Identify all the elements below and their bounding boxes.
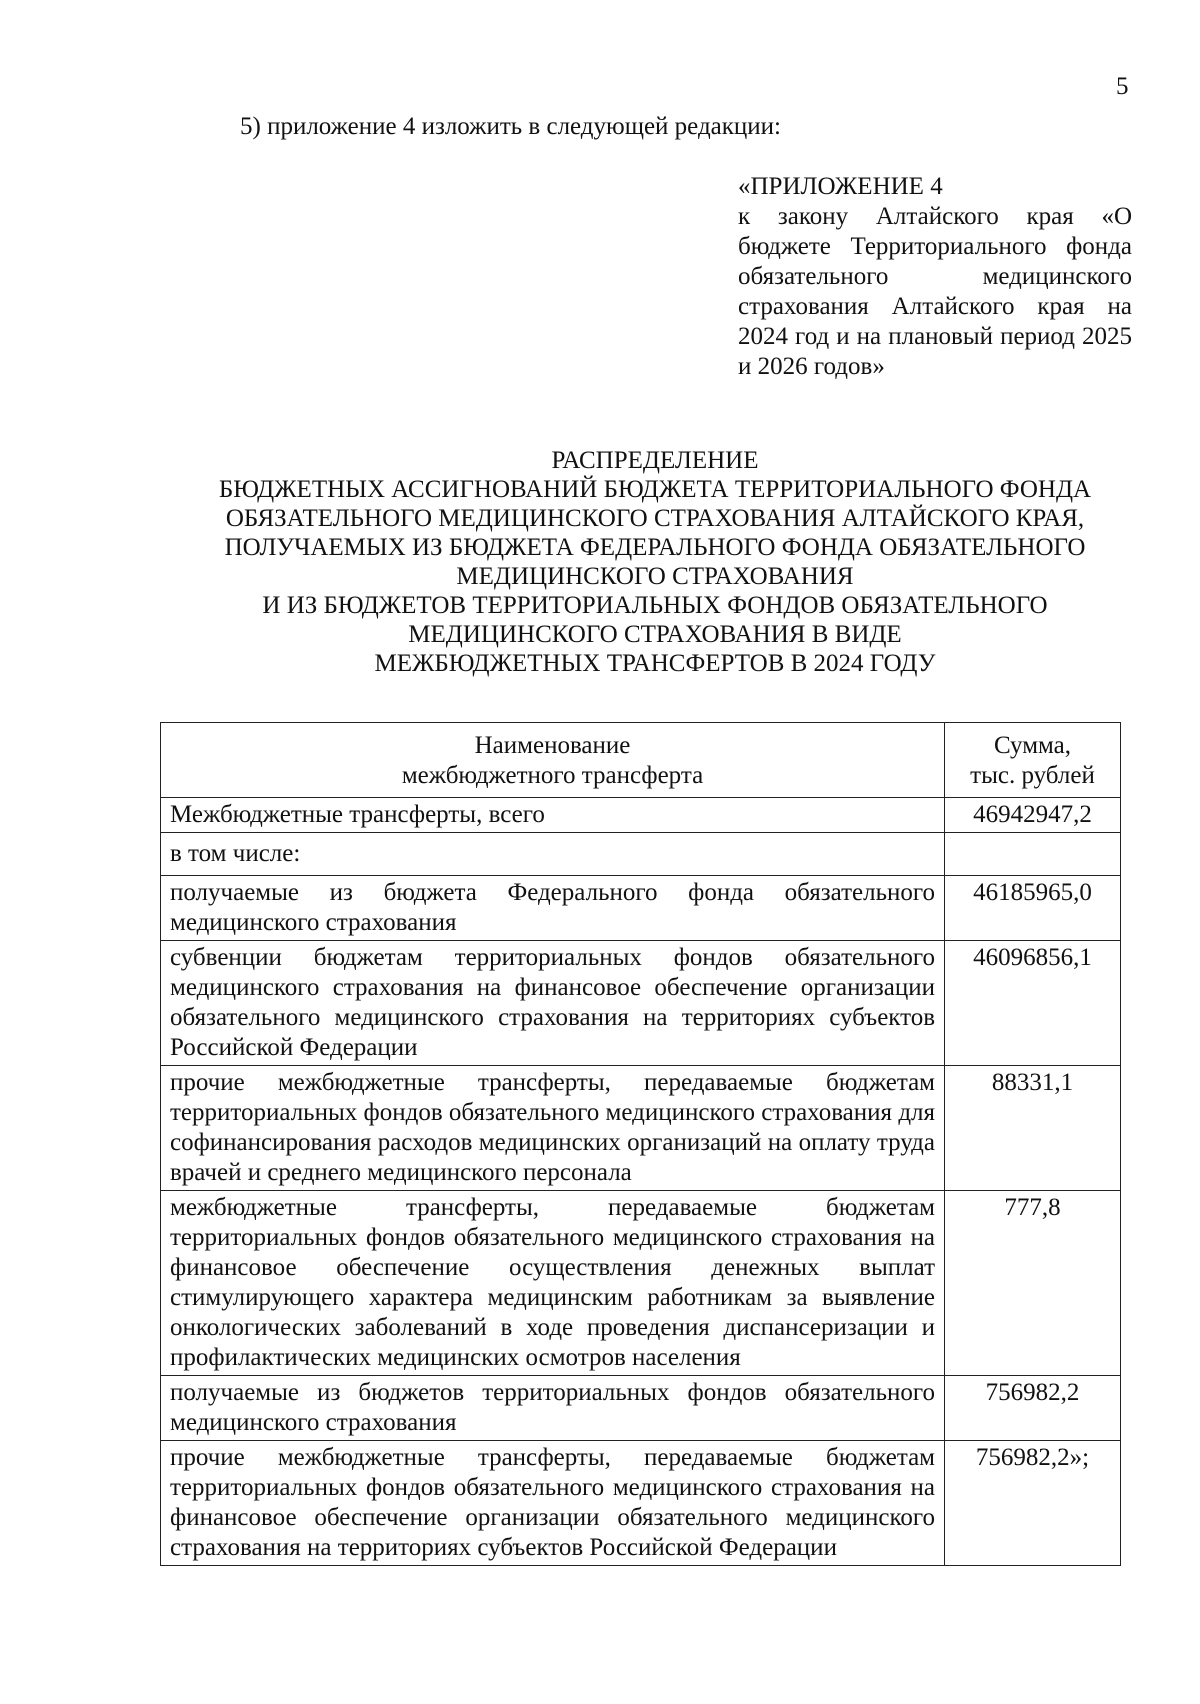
page-number: 5: [1116, 73, 1129, 100]
table-row: [161, 1066, 1121, 1191]
table-row: [161, 833, 1121, 876]
header-name-line: межбюджетного трансферта: [401, 762, 704, 789]
header-sum-cell: [945, 723, 1121, 798]
row-sum: 756982,2: [945, 1376, 1121, 1441]
header-sum-line: тыс. рублей: [970, 762, 1095, 789]
row-name: межбюджетные трансферты, передаваемые бюджетам территориальных фондов обязательного медицинского страхования на финансовое обеспечение осуществления денежных выплат стимулирующего характера медицинским работникам за выявление онкологических заболеваний в ходе проведения диспансеризации и профилактических медицинских осмотров населения: [161, 1191, 945, 1376]
header-sum-line: Сумма,: [993, 732, 1072, 759]
appendix-law-reference: к закону Алтайского края «О бюджете Территориального фонда обязательного медицинского страхования Алтайского края на 2024 год и на плановый период 2025 и 2026 годов»: [738, 203, 1132, 380]
table-header-row: [161, 723, 1121, 798]
table-row: [161, 1376, 1121, 1441]
row-name: в том числе:: [161, 833, 945, 876]
row-sum: 777,8: [945, 1191, 1121, 1376]
document-title-line: МЕДИЦИНСКОГО СТРАХОВАНИЯ: [456, 563, 854, 590]
row-name: субвенции бюджетам территориальных фондов обязательного медицинского страхования на финансовое обеспечение организации обязательного медицинского страхования на территориях субъектов Российской Федерации: [161, 941, 945, 1066]
document-title-line: МЕДИЦИНСКОГО СТРАХОВАНИЯ В ВИДЕ: [408, 621, 902, 648]
row-name: Межбюджетные трансферты, всего: [161, 798, 945, 833]
row-sum: [945, 833, 1121, 876]
document-title-line: И ИЗ БЮДЖЕТОВ ТЕРРИТОРИАЛЬНЫХ ФОНДОВ ОБЯЗАТЕЛЬНОГО: [262, 592, 1048, 619]
header-name-cell: [161, 723, 945, 798]
table-row: [161, 798, 1121, 833]
table-row: [161, 1191, 1121, 1376]
row-name: прочие межбюджетные трансферты, передаваемые бюджетам территориальных фондов обязательного медицинского страхования на финансовое обеспечение организации обязательного медицинского страхования на территориях субъектов Российской Федерации: [161, 1441, 945, 1566]
header-name-line: Наименование: [474, 732, 631, 759]
appendix-header: [738, 172, 1132, 382]
document-title: [150, 446, 1160, 678]
amendment-intro: 5) приложение 4 изложить в следующей редакции:: [240, 113, 781, 140]
row-sum: 88331,1: [945, 1066, 1121, 1191]
document-title-line: ОБЯЗАТЕЛЬНОГО МЕДИЦИНСКОГО СТРАХОВАНИЯ АЛТАЙСКОГО КРАЯ,: [225, 505, 1085, 532]
table-row: [161, 1441, 1121, 1566]
document-title-line: ПОЛУЧАЕМЫХ ИЗ БЮДЖЕТА ФЕДЕРАЛЬНОГО ФОНДА ОБЯЗАТЕЛЬНОГО: [224, 534, 1086, 561]
row-sum: 756982,2»;: [945, 1441, 1121, 1566]
row-sum: 46185965,0: [945, 876, 1121, 941]
table-row: [161, 876, 1121, 941]
row-sum: 46942947,2: [945, 798, 1121, 833]
transfers-table: [160, 722, 1121, 1566]
document-title-line: МЕЖБЮДЖЕТНЫХ ТРАНСФЕРТОВ В 2024 ГОДУ: [374, 650, 936, 677]
row-name: получаемые из бюджетов территориальных фондов обязательного медицинского страхования: [161, 1376, 945, 1441]
row-name: прочие межбюджетные трансферты, передаваемые бюджетам территориальных фондов обязательного медицинского страхования для софинансирования расходов медицинских организаций на оплату труда врачей и среднего медицинского персонала: [161, 1066, 945, 1191]
table-row: [161, 941, 1121, 1066]
row-name: получаемые из бюджета Федерального фонда обязательного медицинского страхования: [161, 876, 945, 941]
document-title-line: РАСПРЕДЕЛЕНИЕ: [551, 447, 759, 474]
row-sum: 46096856,1: [945, 941, 1121, 1066]
document-title-line: БЮДЖЕТНЫХ АССИГНОВАНИЙ БЮДЖЕТА ТЕРРИТОРИАЛЬНОГО ФОНДА: [218, 476, 1092, 503]
appendix-title: «ПРИЛОЖЕНИЕ 4: [738, 173, 943, 200]
